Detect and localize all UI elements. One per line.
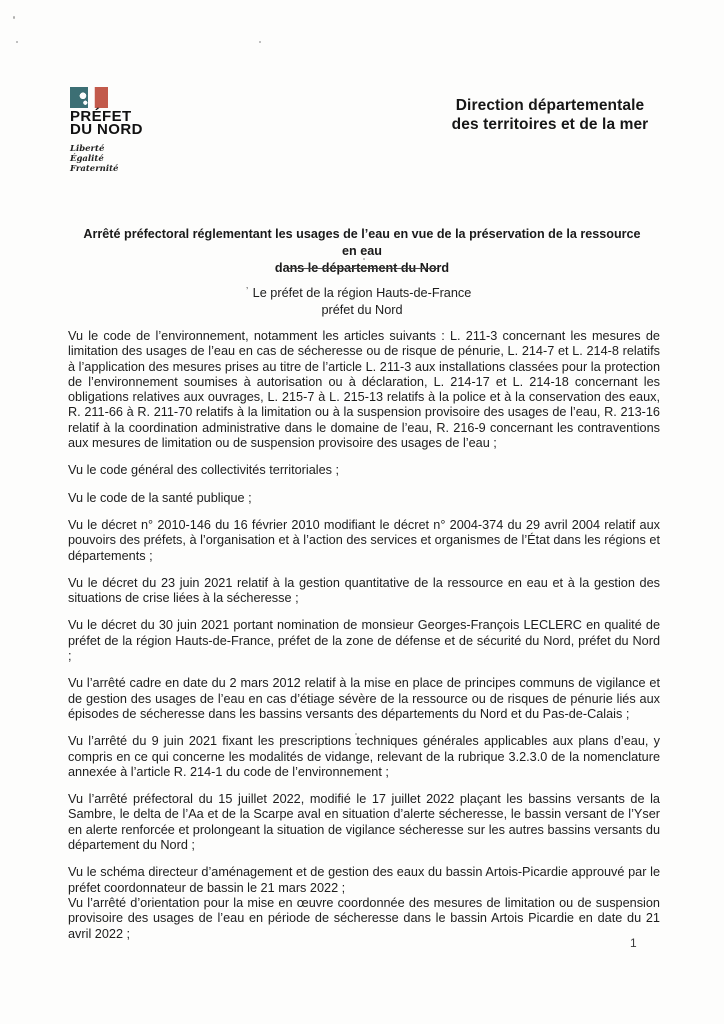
french-flag-icon	[70, 87, 110, 108]
body-paragraph: Vu l’arrêté préfectoral du 15 juillet 2022, modifié le 17 juillet 2022 plaçant les bassins versants de la Sambre, le delta de l’Aa et de la Scarpe aval en situation d’alerte sécheresse, le bassin versant de l’Yser en alerte renforcée et prolongeant la situation de vigilance sécheresse sur les autres bassins versants du département du Nord ;	[68, 792, 660, 853]
body-paragraph: Vu le décret du 30 juin 2021 portant nomination de monsieur Georges-François LECLERC en qualité de préfet de la région Hauts-de-France, préfet de la zone de défense et de sécurité du Nord, préfet du Nord ;	[68, 618, 660, 664]
document-title-line1: Arrêté préfectoral réglementant les usages de l’eau en vue de la préservation de la ressource en eau	[83, 227, 641, 258]
scan-speck	[13, 16, 15, 19]
body-paragraph: Vu le schéma directeur d’aménagement et de gestion des eaux du bassin Artois-Picardie approuvé par le préfet coordonnateur de bassin le 21 mars 2022 ;	[68, 865, 660, 895]
motto-line1: Liberté	[70, 144, 105, 154]
document-title-line2: dans le département du Nord	[274, 261, 450, 275]
body-paragraph: Vu le décret n° 2010-146 du 16 février 2010 modifiant le décret n° 2004-374 du 29 avril 2004 relatif aux pouvoirs des préfets, à l’organisation et à l’action des services et organismes de l’État dans les régions et départements ;	[68, 517, 660, 563]
title-divider-rule	[288, 268, 438, 269]
body-paragraph: Vu l’arrêté du 9 juin 2021 fixant les prescriptions techniques générales applicables aux plans d’eau, y compris en ce qui concerne les modalités de vidange, relevant de la rubrique 3.2.3.0 de la nomenclature annexée à l’article R. 214-1 du code de l’environnement ;	[68, 734, 660, 779]
salutation-line2: préfet du Nord	[321, 303, 403, 317]
body-paragraph: Vu l’arrêté cadre en date du 2 mars 2012 relatif à la mise en place de principes communs de vigilance et de gestion des usages de l’eau en cas d’étiage sévère de la ressource ou de risques de pénurie liés aux épisodes de sécheresse dans les bassins versants des départements du Nord et du Pas-de-Calais ;	[68, 676, 660, 721]
motto-line3: Fraternité	[70, 164, 119, 174]
scan-speck: ’	[246, 286, 249, 297]
salutation	[78, 285, 646, 319]
body-paragraph: Vu le code de la santé publique ;	[68, 490, 252, 505]
body-paragraph: Vu le code de l’environnement, notamment les articles suivants : L. 211-3 concernant les mesures de limitation des usages de l’eau en cas de sécheresse ou de risque de pénurie, L. 214-7 et L. 214-8 relatifs à l’application des mesures prises au titre de l’article L. 211-3 aux installations classées pour la protection de l’environnement soumises à autorisation ou à déclaration, L. 214-17 et L. 214-18 concernant les obligations relatives aux ouvrages, L. 215-7 à L. 215-13 relatifs à la police et à la conservation des eaux, R. 211-66 à R. 211-70 relatifs à la limitation ou à la suspension provisoire des usages de l’eau, R. 213-16 relatif à la coordination administrative dans le domaine de l’eau, R. 216-9 concernant les contraventions aux mesures de limitation ou de suspension provisoire des usages de l’eau ;	[68, 329, 660, 451]
republic-logo-block	[70, 87, 210, 174]
prefecture-wordmark-line2: DU NORD	[70, 121, 143, 138]
prefecture-wordmark	[70, 110, 210, 136]
scan-speck	[259, 41, 261, 43]
motto-line2: Égalité	[70, 154, 104, 164]
body-paragraph: Vu le décret du 23 juin 2021 relatif à la gestion quantitative de la ressource en eau et à la gestion des situations de crise liées à la sécheresse ;	[68, 575, 660, 606]
body-paragraph: Vu le code général des collectivités territoriales ;	[68, 463, 340, 478]
document-body	[68, 329, 660, 954]
service-name-line2: des territoires et de la mer	[451, 115, 649, 133]
issuing-service-name	[428, 97, 672, 134]
flag-red-band	[93, 87, 108, 108]
document-title	[78, 226, 646, 277]
salutation-line1: Le préfet de la région Hauts-de-France	[252, 286, 472, 300]
body-paragraph: Vu l’arrêté d’orientation pour la mise en œuvre coordonnée des mesures de limitation ou de suspension provisoire des usages de l’eau en période de sécheresse dans le bassin Artois Picardie en date du 21 avril 2022 ;	[68, 895, 660, 941]
scan-speck	[16, 41, 18, 43]
flag-blue-band	[70, 87, 88, 108]
prefecture-wordmark-line1: PRÉFET	[70, 108, 132, 125]
service-name-line1: Direction départementale	[455, 97, 645, 114]
page-number: 1	[630, 936, 637, 950]
republic-motto	[70, 144, 210, 174]
